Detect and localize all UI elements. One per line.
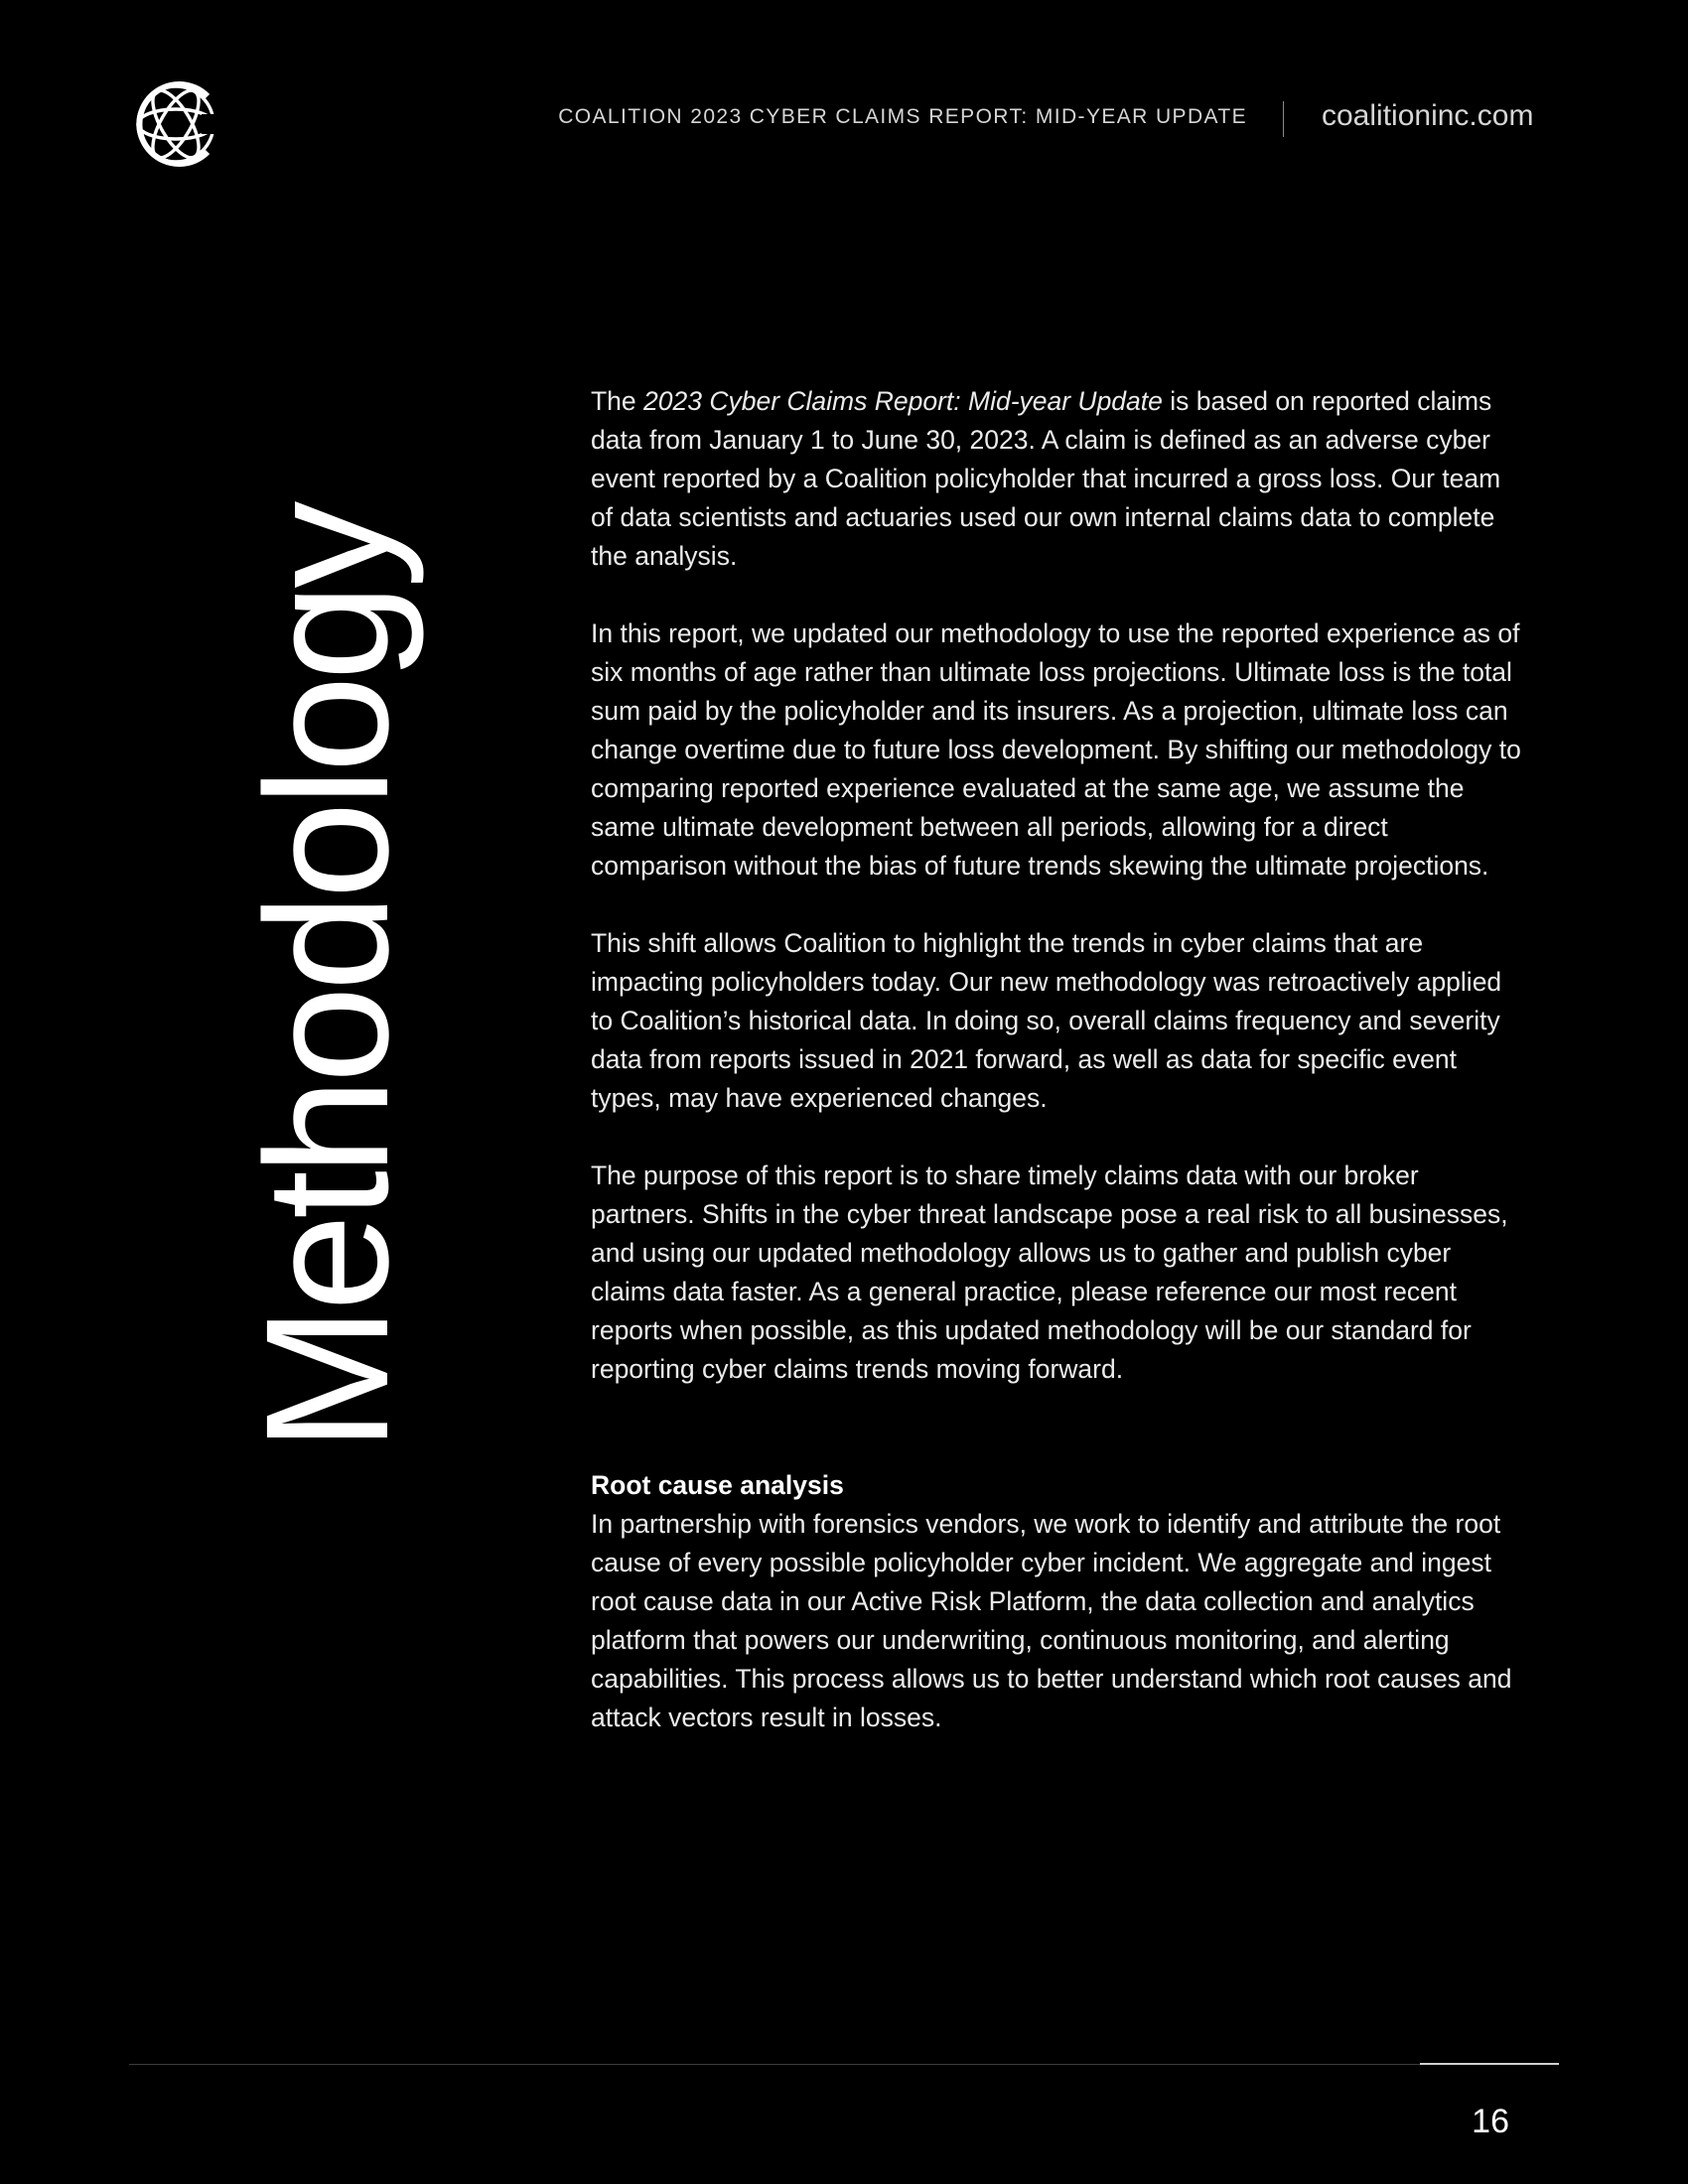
- website-link[interactable]: coalitioninc.com: [1322, 99, 1534, 132]
- paragraph-text: is based on reported claims data from January 1 to June 30, 2023. A claim is defined as an adverse cyber event reported by a Coalition policyholder that incurred a gross loss. Our team of data scientists and actuaries used our own internal claims data to complete the analysis.: [591, 386, 1501, 571]
- report-title: COALITION 2023 CYBER CLAIMS REPORT: MID-YEAR UPDATE: [558, 105, 1247, 128]
- report-name-italic: 2023 Cyber Claims Report: Mid-year Update: [643, 386, 1163, 416]
- header-divider: [1283, 101, 1284, 137]
- coalition-logo-icon: [126, 74, 225, 174]
- body-content: [591, 382, 1524, 1737]
- paragraph-purpose: The purpose of this report is to share timely claims data with our broker partners. Shifts in the cyber threat landscape pose a real risk to all businesses, and using our updated methodology allows us to gather and publish cyber claims data faster. As a general practice, please reference our most recent reports when possible, as this updated methodology will be our standard for reporting cyber claims trends moving forward.: [591, 1160, 1508, 1384]
- page-number: 16: [1472, 2103, 1509, 2140]
- section-title: Methodology: [230, 505, 425, 1452]
- paragraph-text: The: [591, 386, 644, 416]
- paragraph-data-source: [591, 382, 1524, 576]
- root-cause-section: [591, 1466, 1524, 1737]
- paragraph-trends: This shift allows Coalition to highlight the trends in cyber claims that are impacting policyholders today. Our new methodology was retroactively applied to Coalition’s historical data. In doing so, overall claims frequency and severity data from reports issued in 2021 forward, as well as data for specific event types, may have experienced changes.: [591, 928, 1502, 1113]
- root-cause-heading: Root cause analysis: [591, 1470, 844, 1500]
- footer-divider: [129, 2064, 1559, 2065]
- footer-accent-line: [1420, 2063, 1559, 2065]
- paragraph-methodology-change: In this report, we updated our methodology to use the reported experience as of six months of age rather than ultimate loss projections. Ultimate loss is the total sum paid by the policyholder and its insurers. As a projection, ultimate loss can change overtime due to future loss development. By shifting our methodology to comparing reported experience evaluated at the same age, we assume the same ultimate development between all periods, allowing for a direct comparison without the bias of future trends skewing the ultimate projections.: [591, 618, 1521, 881]
- root-cause-paragraph: In partnership with forensics vendors, we work to identify and attribute the root cause of every possible policyholder cyber incident. We aggregate and ingest root cause data in our Active Risk Platform, the data collection and analytics platform that powers our underwriting, continuous monitoring, and alerting capabilities. This process allows us to better understand which root causes and attack vectors result in losses.: [591, 1509, 1512, 1732]
